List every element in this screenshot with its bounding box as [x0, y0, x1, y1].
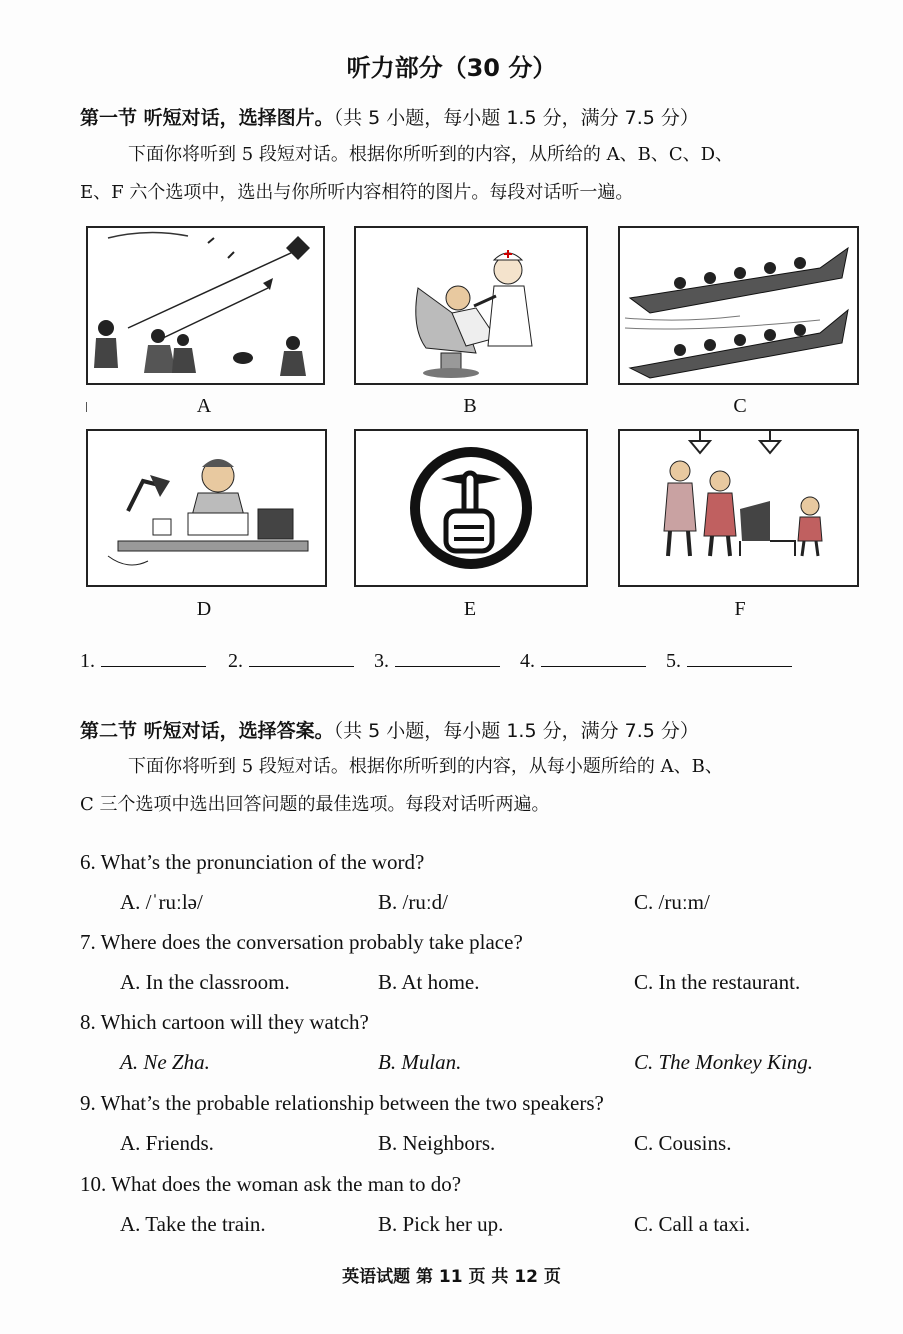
option-6c[interactable]: C. /ruːm/ [634, 890, 710, 914]
question-8: 8. Which cartoon will they watch? [80, 1010, 369, 1034]
option-10c[interactable]: C. Call a taxi. [634, 1212, 751, 1236]
blank-number: 2. [228, 650, 243, 672]
question-10: 10. What does the woman ask the man to do? [80, 1172, 462, 1196]
section2-heading [80, 716, 699, 743]
picture-e [354, 429, 588, 587]
section1-instr-line2: E、F 六个选项中，选出与你所听内容相符的图片。每段对话听一遍。 [80, 182, 634, 203]
section1-instructions [80, 136, 870, 212]
option-8a[interactable]: A. Ne Zha. [120, 1050, 210, 1074]
picture-b-label: B [463, 395, 477, 417]
kite-flying-icon [88, 228, 323, 383]
section1-instr-line1: 下面你将听到 5 段短对话。根据你所听到的内容，从所给的 A、B、C、D、 [128, 144, 734, 165]
dentist-icon [356, 228, 586, 383]
blank-number: 5. [666, 650, 681, 672]
section2-instr-line1: 下面你将听到 5 段短对话。根据你所听到的内容，从每小题所给的 A、B、 [128, 756, 723, 777]
question-9: 9. What’s the probable relationship between the two speakers? [80, 1091, 604, 1115]
answer-blank-2[interactable] [228, 648, 354, 673]
section2-instructions [80, 748, 870, 824]
question-6: 6. What’s the pronunciation of the word? [80, 850, 425, 874]
bus-seat-icon [620, 431, 857, 585]
page-footer: 英语试题 第 11 页 共 12 页 [342, 1267, 561, 1287]
answer-blank-5[interactable] [666, 648, 792, 673]
studying-desk-icon [88, 431, 325, 585]
option-9b[interactable]: B. Neighbors. [378, 1131, 496, 1155]
option-7b[interactable]: B. At home. [378, 970, 480, 994]
picture-c-label: C [733, 395, 747, 417]
blank-number: 4. [520, 650, 535, 672]
section1-heading [80, 103, 699, 130]
section2-title: 第二节 听短对话，选择答案。 [80, 720, 334, 742]
stray-mark [86, 402, 87, 412]
option-8b[interactable]: B. Mulan. [378, 1050, 462, 1074]
section1-title: 第一节 听短对话，选择图片。 [80, 107, 334, 129]
question-7: 7. Where does the conversation probably take place? [80, 930, 523, 954]
option-8c[interactable]: C. The Monkey King. [634, 1050, 814, 1074]
option-7c[interactable]: C. In the restaurant. [634, 970, 801, 994]
section2-note: （共 5 小题，每小题 1.5 分，满分 7.5 分） [333, 720, 699, 742]
picture-b [354, 226, 588, 385]
option-7a[interactable]: A. In the classroom. [120, 970, 290, 994]
option-10a[interactable]: A. Take the train. [120, 1212, 266, 1236]
picture-a-label: A [196, 395, 212, 417]
blank-number: 3. [374, 650, 389, 672]
section2-instr-line2: C 三个选项中选出回答问题的最佳选项。每段对话听两遍。 [80, 794, 550, 815]
picture-c [618, 226, 859, 385]
dragon-boat-icon [620, 228, 857, 383]
answer-blank-1[interactable] [80, 648, 206, 673]
picture-d-label: D [196, 598, 212, 620]
option-6b[interactable]: B. /ruːd/ [378, 890, 449, 914]
option-9a[interactable]: A. Friends. [120, 1131, 214, 1155]
blank-number: 1. [80, 650, 95, 672]
picture-f-label: F [734, 598, 746, 620]
picture-f [618, 429, 859, 587]
option-10b[interactable]: B. Pick her up. [378, 1212, 504, 1236]
section1-note: （共 5 小题，每小题 1.5 分，满分 7.5 分） [333, 107, 699, 129]
quiet-sign-icon [356, 431, 586, 585]
picture-e-label: E [463, 598, 477, 620]
option-6a[interactable]: A. /ˈruːlə/ [120, 890, 203, 914]
option-9c[interactable]: C. Cousins. [634, 1131, 732, 1155]
page-title: 听力部分（30 分） [346, 54, 557, 82]
picture-a [86, 226, 325, 385]
picture-d [86, 429, 327, 587]
answer-blank-4[interactable] [520, 648, 646, 673]
answer-blank-3[interactable] [374, 648, 500, 673]
